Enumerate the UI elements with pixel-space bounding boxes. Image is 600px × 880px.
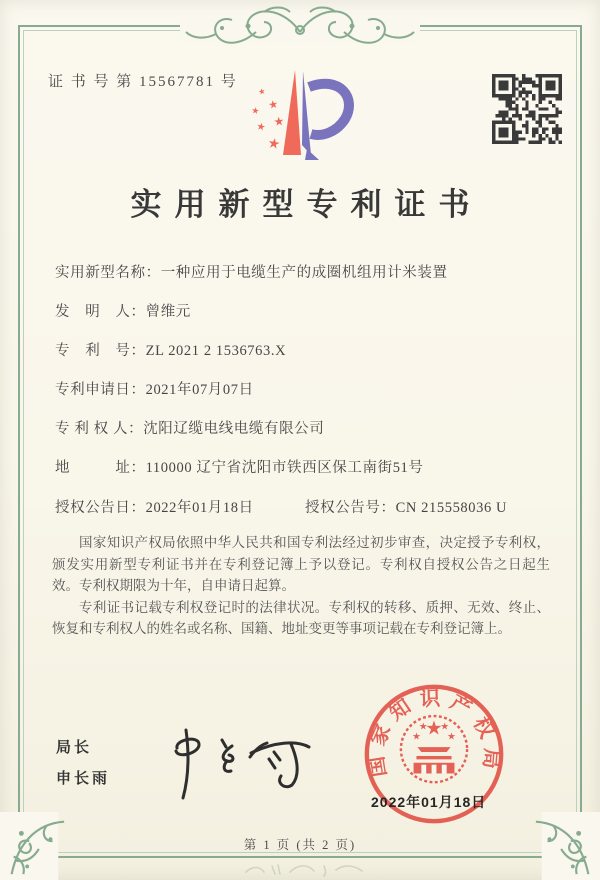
seal-date: 2022年01月18日 — [371, 794, 487, 810]
certificate-title: 实用新型专利证书 — [130, 187, 483, 222]
field-label: 实用新型名称： — [55, 265, 161, 281]
field-label: 专 利 号： — [55, 343, 146, 359]
field-value: 曾维元 — [145, 304, 191, 320]
svg-text:★: ★ — [418, 721, 428, 733]
grant-date-label: 授权公告日： — [55, 500, 146, 516]
legal-text-block — [52, 532, 550, 640]
field-label: 专 利 权 人： — [55, 421, 144, 437]
field-value: ZL 2021 2 1536763.X — [145, 343, 287, 359]
national-emblem-icon — [401, 716, 467, 782]
field-value: 一种应用于电缆生产的成圈机组用计米装置 — [160, 265, 448, 281]
field-row-filing-date — [55, 378, 555, 399]
grant-number-label: 授权公告号： — [305, 500, 396, 516]
field-row-utility-model-name — [55, 261, 555, 282]
seal-agency-text: 国家知识产权局 — [365, 687, 503, 779]
field-value: 110000 辽宁省沈阳市铁西区保工南街51号 — [145, 460, 424, 476]
svg-text:★: ★ — [440, 721, 450, 733]
grant-date-value: 2022年01月18日 — [145, 500, 254, 516]
field-label: 专利申请日： — [55, 382, 146, 398]
cnipa-logo-icon — [243, 63, 361, 162]
grant-number-value: CN 215558036 U — [395, 500, 508, 516]
field-row-address — [55, 456, 555, 477]
qr-code — [492, 74, 562, 144]
field-row-patent-number — [55, 339, 555, 360]
field-label: 发 明 人： — [55, 304, 146, 320]
svg-text:★: ★ — [412, 731, 421, 743]
legal-paragraph-1: 国家知识产权局依照中华人民共和国专利法经过初步审查，决定授予专利权，颁发实用新型专利证书并在专利登记簿上予以登记。专利权自授权公告之日起生效。专利权期限为十年，自申请日起算。 — [52, 535, 550, 593]
svg-text:★: ★ — [266, 135, 282, 154]
page-footer: 第 1 页 (共 2 页) — [243, 838, 357, 852]
grant-row — [55, 496, 555, 517]
svg-text:★: ★ — [447, 731, 456, 743]
svg-text:★: ★ — [425, 716, 443, 740]
field-row-patentee — [55, 417, 555, 438]
svg-text:★: ★ — [255, 121, 267, 134]
field-row-inventor — [55, 300, 555, 321]
commissioner-signature — [122, 714, 342, 809]
field-label: 地 址： — [55, 460, 146, 476]
commissioner-title: 局长 — [56, 739, 93, 756]
svg-text:★: ★ — [257, 86, 267, 97]
svg-text:★: ★ — [267, 97, 280, 112]
commissioner-name: 申长雨 — [56, 770, 111, 787]
field-value: 2021年07月07日 — [145, 382, 254, 398]
svg-text:★: ★ — [272, 113, 286, 129]
legal-paragraph-2: 专利证书记载专利权登记时的法律状况。专利权的转移、质押、无效、终止、恢复和专利权人的姓名或名称、国籍、地址变更等事项记载在专利登记簿上。 — [52, 599, 550, 636]
field-value: 沈阳辽缆电线电缆有限公司 — [143, 421, 325, 437]
bleed-through-mark — [238, 860, 373, 878]
svg-text:★: ★ — [250, 106, 260, 118]
certificate-number: 证 书 号 第 15567781 号 — [48, 74, 238, 90]
